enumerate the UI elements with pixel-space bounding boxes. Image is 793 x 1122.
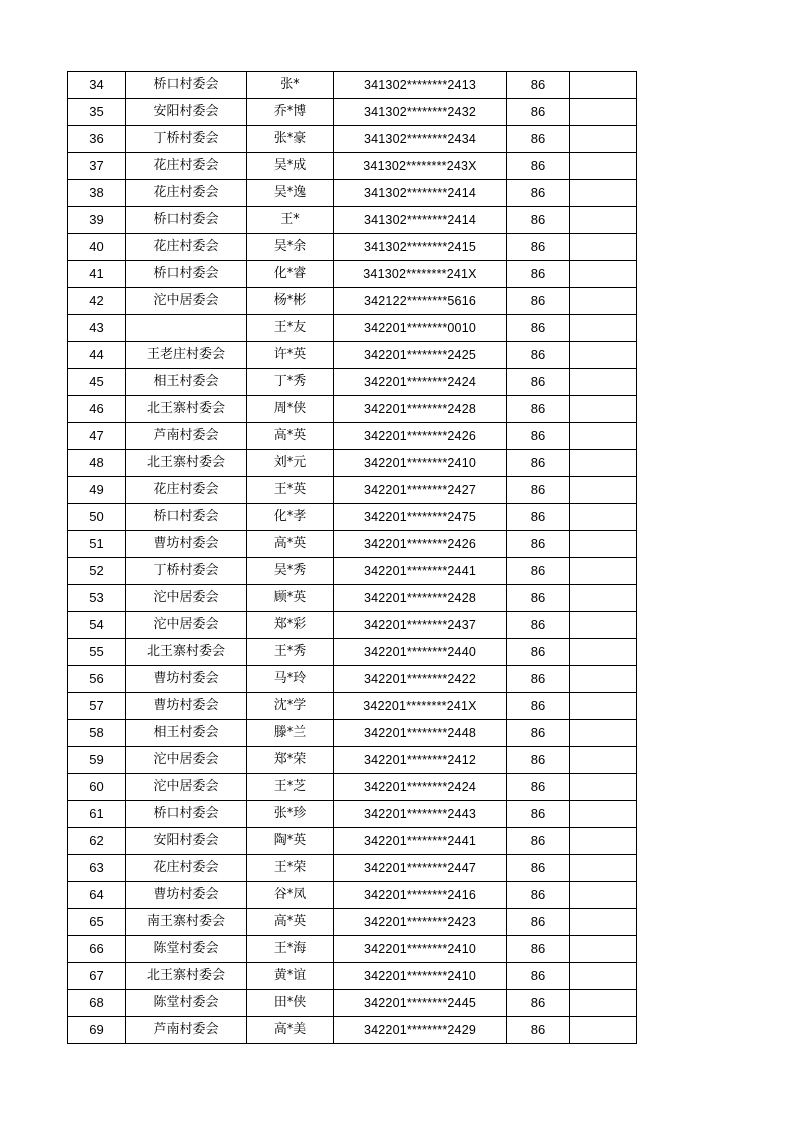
table-row — [68, 882, 637, 909]
score-cell: 86 — [507, 315, 570, 342]
note-cell — [570, 774, 637, 801]
name-cell: 王*英 — [247, 477, 334, 504]
id-number-cell: 341302********2414 — [334, 180, 507, 207]
name-cell: 丁*秀 — [247, 369, 334, 396]
note-cell — [570, 504, 637, 531]
id-number-cell: 342201********2445 — [334, 990, 507, 1017]
row-number-cell: 39 — [68, 207, 126, 234]
unit-cell: 芦南村委会 — [126, 1017, 247, 1044]
score-cell: 86 — [507, 909, 570, 936]
score-cell: 86 — [507, 423, 570, 450]
unit-cell: 相王村委会 — [126, 720, 247, 747]
name-cell: 滕*兰 — [247, 720, 334, 747]
table-row — [68, 288, 637, 315]
score-cell: 86 — [507, 99, 570, 126]
row-number-cell: 67 — [68, 963, 126, 990]
name-cell: 乔*博 — [247, 99, 334, 126]
note-cell — [570, 126, 637, 153]
unit-cell: 王老庄村委会 — [126, 342, 247, 369]
unit-cell: 北王寨村委会 — [126, 396, 247, 423]
id-number-cell: 342201********2428 — [334, 585, 507, 612]
score-cell: 86 — [507, 747, 570, 774]
row-number-cell: 46 — [68, 396, 126, 423]
table-row — [68, 801, 637, 828]
unit-cell: 安阳村委会 — [126, 99, 247, 126]
table-row — [68, 99, 637, 126]
id-number-cell: 341302********2434 — [334, 126, 507, 153]
name-cell: 高*英 — [247, 531, 334, 558]
table-row — [68, 855, 637, 882]
note-cell — [570, 396, 637, 423]
score-cell: 86 — [507, 504, 570, 531]
score-cell: 86 — [507, 72, 570, 99]
name-cell: 王* — [247, 207, 334, 234]
unit-cell: 沱中居委会 — [126, 774, 247, 801]
id-number-cell: 342201********241X — [334, 693, 507, 720]
note-cell — [570, 828, 637, 855]
score-cell: 86 — [507, 234, 570, 261]
table-row — [68, 396, 637, 423]
name-cell: 吴*秀 — [247, 558, 334, 585]
row-number-cell: 36 — [68, 126, 126, 153]
table-row — [68, 531, 637, 558]
table-row — [68, 234, 637, 261]
table-row — [68, 477, 637, 504]
row-number-cell: 41 — [68, 261, 126, 288]
note-cell — [570, 963, 637, 990]
name-cell: 吴*成 — [247, 153, 334, 180]
unit-cell: 桥口村委会 — [126, 801, 247, 828]
table-row — [68, 180, 637, 207]
id-number-cell: 342201********2425 — [334, 342, 507, 369]
id-number-cell: 342201********2437 — [334, 612, 507, 639]
unit-cell: 南王寨村委会 — [126, 909, 247, 936]
unit-cell: 曹坊村委会 — [126, 666, 247, 693]
name-cell: 高*英 — [247, 423, 334, 450]
table-row — [68, 693, 637, 720]
note-cell — [570, 180, 637, 207]
note-cell — [570, 558, 637, 585]
unit-cell — [126, 315, 247, 342]
note-cell — [570, 666, 637, 693]
row-number-cell: 62 — [68, 828, 126, 855]
unit-cell: 北王寨村委会 — [126, 450, 247, 477]
score-cell: 86 — [507, 450, 570, 477]
note-cell — [570, 477, 637, 504]
unit-cell: 花庄村委会 — [126, 855, 247, 882]
unit-cell: 沱中居委会 — [126, 288, 247, 315]
row-number-cell: 43 — [68, 315, 126, 342]
note-cell — [570, 234, 637, 261]
row-number-cell: 51 — [68, 531, 126, 558]
unit-cell: 丁桥村委会 — [126, 126, 247, 153]
id-number-cell: 342201********2441 — [334, 828, 507, 855]
unit-cell: 沱中居委会 — [126, 747, 247, 774]
record-table — [67, 71, 637, 1044]
score-cell: 86 — [507, 936, 570, 963]
note-cell — [570, 936, 637, 963]
score-cell: 86 — [507, 342, 570, 369]
name-cell: 王*海 — [247, 936, 334, 963]
name-cell: 高*英 — [247, 909, 334, 936]
id-number-cell: 341302********2415 — [334, 234, 507, 261]
note-cell — [570, 288, 637, 315]
name-cell: 田*侠 — [247, 990, 334, 1017]
name-cell: 王*秀 — [247, 639, 334, 666]
row-number-cell: 69 — [68, 1017, 126, 1044]
note-cell — [570, 450, 637, 477]
id-number-cell: 342201********2424 — [334, 774, 507, 801]
name-cell: 马*玲 — [247, 666, 334, 693]
table-row — [68, 666, 637, 693]
id-number-cell: 342201********2412 — [334, 747, 507, 774]
table-row — [68, 369, 637, 396]
table-row — [68, 828, 637, 855]
score-cell: 86 — [507, 855, 570, 882]
id-number-cell: 341302********2413 — [334, 72, 507, 99]
name-cell: 许*英 — [247, 342, 334, 369]
row-number-cell: 53 — [68, 585, 126, 612]
name-cell: 刘*元 — [247, 450, 334, 477]
unit-cell: 花庄村委会 — [126, 153, 247, 180]
name-cell: 王*友 — [247, 315, 334, 342]
id-number-cell: 341302********2414 — [334, 207, 507, 234]
unit-cell: 相王村委会 — [126, 369, 247, 396]
table-row — [68, 720, 637, 747]
note-cell — [570, 261, 637, 288]
table-row — [68, 558, 637, 585]
name-cell: 陶*英 — [247, 828, 334, 855]
table-row — [68, 423, 637, 450]
id-number-cell: 342201********2475 — [334, 504, 507, 531]
note-cell — [570, 423, 637, 450]
table-row — [68, 450, 637, 477]
row-number-cell: 37 — [68, 153, 126, 180]
id-number-cell: 342201********2443 — [334, 801, 507, 828]
row-number-cell: 63 — [68, 855, 126, 882]
name-cell: 郑*彩 — [247, 612, 334, 639]
unit-cell: 曹坊村委会 — [126, 531, 247, 558]
score-cell: 86 — [507, 531, 570, 558]
note-cell — [570, 72, 637, 99]
table-row — [68, 639, 637, 666]
id-number-cell: 341302********241X — [334, 261, 507, 288]
score-cell: 86 — [507, 639, 570, 666]
row-number-cell: 59 — [68, 747, 126, 774]
id-number-cell: 342201********2440 — [334, 639, 507, 666]
name-cell: 郑*荣 — [247, 747, 334, 774]
table-row — [68, 504, 637, 531]
table-row — [68, 747, 637, 774]
score-cell: 86 — [507, 963, 570, 990]
note-cell — [570, 639, 637, 666]
row-number-cell: 40 — [68, 234, 126, 261]
table-row — [68, 342, 637, 369]
id-number-cell: 342201********2410 — [334, 450, 507, 477]
score-cell: 86 — [507, 288, 570, 315]
table-row — [68, 207, 637, 234]
unit-cell: 桥口村委会 — [126, 261, 247, 288]
row-number-cell: 68 — [68, 990, 126, 1017]
score-cell: 86 — [507, 990, 570, 1017]
score-cell: 86 — [507, 180, 570, 207]
name-cell: 张* — [247, 72, 334, 99]
id-number-cell: 342201********0010 — [334, 315, 507, 342]
name-cell: 杨*彬 — [247, 288, 334, 315]
row-number-cell: 50 — [68, 504, 126, 531]
row-number-cell: 61 — [68, 801, 126, 828]
id-number-cell: 341302********243X — [334, 153, 507, 180]
name-cell: 黄*谊 — [247, 963, 334, 990]
score-cell: 86 — [507, 612, 570, 639]
table-row — [68, 990, 637, 1017]
note-cell — [570, 612, 637, 639]
row-number-cell: 52 — [68, 558, 126, 585]
row-number-cell: 65 — [68, 909, 126, 936]
table-row — [68, 936, 637, 963]
table-row — [68, 72, 637, 99]
score-cell: 86 — [507, 153, 570, 180]
unit-cell: 芦南村委会 — [126, 423, 247, 450]
unit-cell: 花庄村委会 — [126, 234, 247, 261]
unit-cell: 安阳村委会 — [126, 828, 247, 855]
score-cell: 86 — [507, 477, 570, 504]
unit-cell: 曹坊村委会 — [126, 693, 247, 720]
note-cell — [570, 693, 637, 720]
row-number-cell: 64 — [68, 882, 126, 909]
note-cell — [570, 342, 637, 369]
score-cell: 86 — [507, 369, 570, 396]
name-cell: 谷*凤 — [247, 882, 334, 909]
row-number-cell: 55 — [68, 639, 126, 666]
unit-cell: 桥口村委会 — [126, 504, 247, 531]
name-cell: 周*侠 — [247, 396, 334, 423]
id-number-cell: 342201********2429 — [334, 1017, 507, 1044]
record-table-body — [68, 72, 637, 1044]
name-cell: 高*美 — [247, 1017, 334, 1044]
note-cell — [570, 531, 637, 558]
score-cell: 86 — [507, 126, 570, 153]
score-cell: 86 — [507, 882, 570, 909]
table-row — [68, 126, 637, 153]
name-cell: 沈*学 — [247, 693, 334, 720]
id-number-cell: 342201********2448 — [334, 720, 507, 747]
score-cell: 86 — [507, 558, 570, 585]
table-row — [68, 315, 637, 342]
id-number-cell: 342201********2428 — [334, 396, 507, 423]
row-number-cell: 54 — [68, 612, 126, 639]
row-number-cell: 34 — [68, 72, 126, 99]
row-number-cell: 56 — [68, 666, 126, 693]
table-row — [68, 612, 637, 639]
name-cell: 王*荣 — [247, 855, 334, 882]
id-number-cell: 342201********2427 — [334, 477, 507, 504]
row-number-cell: 45 — [68, 369, 126, 396]
row-number-cell: 66 — [68, 936, 126, 963]
note-cell — [570, 909, 637, 936]
name-cell: 化*睿 — [247, 261, 334, 288]
row-number-cell: 38 — [68, 180, 126, 207]
id-number-cell: 342201********2423 — [334, 909, 507, 936]
note-cell — [570, 720, 637, 747]
name-cell: 吴*逸 — [247, 180, 334, 207]
score-cell: 86 — [507, 207, 570, 234]
id-number-cell: 342201********2422 — [334, 666, 507, 693]
score-cell: 86 — [507, 585, 570, 612]
table-row — [68, 585, 637, 612]
note-cell — [570, 153, 637, 180]
note-cell — [570, 585, 637, 612]
note-cell — [570, 99, 637, 126]
unit-cell: 陈堂村委会 — [126, 990, 247, 1017]
score-cell: 86 — [507, 693, 570, 720]
unit-cell: 丁桥村委会 — [126, 558, 247, 585]
note-cell — [570, 369, 637, 396]
unit-cell: 沱中居委会 — [126, 585, 247, 612]
unit-cell: 桥口村委会 — [126, 72, 247, 99]
unit-cell: 北王寨村委会 — [126, 639, 247, 666]
id-number-cell: 342201********2410 — [334, 936, 507, 963]
row-number-cell: 60 — [68, 774, 126, 801]
table-row — [68, 909, 637, 936]
id-number-cell: 342201********2447 — [334, 855, 507, 882]
unit-cell: 桥口村委会 — [126, 207, 247, 234]
name-cell: 张*珍 — [247, 801, 334, 828]
id-number-cell: 342201********2424 — [334, 369, 507, 396]
unit-cell: 花庄村委会 — [126, 180, 247, 207]
name-cell: 化*孝 — [247, 504, 334, 531]
note-cell — [570, 747, 637, 774]
note-cell — [570, 801, 637, 828]
unit-cell: 曹坊村委会 — [126, 882, 247, 909]
score-cell: 86 — [507, 720, 570, 747]
row-number-cell: 44 — [68, 342, 126, 369]
score-cell: 86 — [507, 396, 570, 423]
id-number-cell: 342122********5616 — [334, 288, 507, 315]
note-cell — [570, 855, 637, 882]
name-cell: 顾*英 — [247, 585, 334, 612]
row-number-cell: 48 — [68, 450, 126, 477]
score-cell: 86 — [507, 828, 570, 855]
score-cell: 86 — [507, 1017, 570, 1044]
note-cell — [570, 990, 637, 1017]
row-number-cell: 47 — [68, 423, 126, 450]
note-cell — [570, 207, 637, 234]
table-row — [68, 153, 637, 180]
unit-cell: 花庄村委会 — [126, 477, 247, 504]
score-cell: 86 — [507, 666, 570, 693]
table-row — [68, 774, 637, 801]
row-number-cell: 49 — [68, 477, 126, 504]
score-cell: 86 — [507, 801, 570, 828]
unit-cell: 沱中居委会 — [126, 612, 247, 639]
row-number-cell: 58 — [68, 720, 126, 747]
name-cell: 张*豪 — [247, 126, 334, 153]
row-number-cell: 42 — [68, 288, 126, 315]
note-cell — [570, 882, 637, 909]
id-number-cell: 341302********2432 — [334, 99, 507, 126]
name-cell: 吴*余 — [247, 234, 334, 261]
note-cell — [570, 1017, 637, 1044]
row-number-cell: 35 — [68, 99, 126, 126]
score-cell: 86 — [507, 774, 570, 801]
row-number-cell: 57 — [68, 693, 126, 720]
table-row — [68, 261, 637, 288]
id-number-cell: 342201********2441 — [334, 558, 507, 585]
score-cell: 86 — [507, 261, 570, 288]
name-cell: 王*芝 — [247, 774, 334, 801]
unit-cell: 北王寨村委会 — [126, 963, 247, 990]
table-row — [68, 1017, 637, 1044]
id-number-cell: 342201********2426 — [334, 531, 507, 558]
id-number-cell: 342201********2426 — [334, 423, 507, 450]
id-number-cell: 342201********2410 — [334, 963, 507, 990]
unit-cell: 陈堂村委会 — [126, 936, 247, 963]
table-row — [68, 963, 637, 990]
note-cell — [570, 315, 637, 342]
id-number-cell: 342201********2416 — [334, 882, 507, 909]
